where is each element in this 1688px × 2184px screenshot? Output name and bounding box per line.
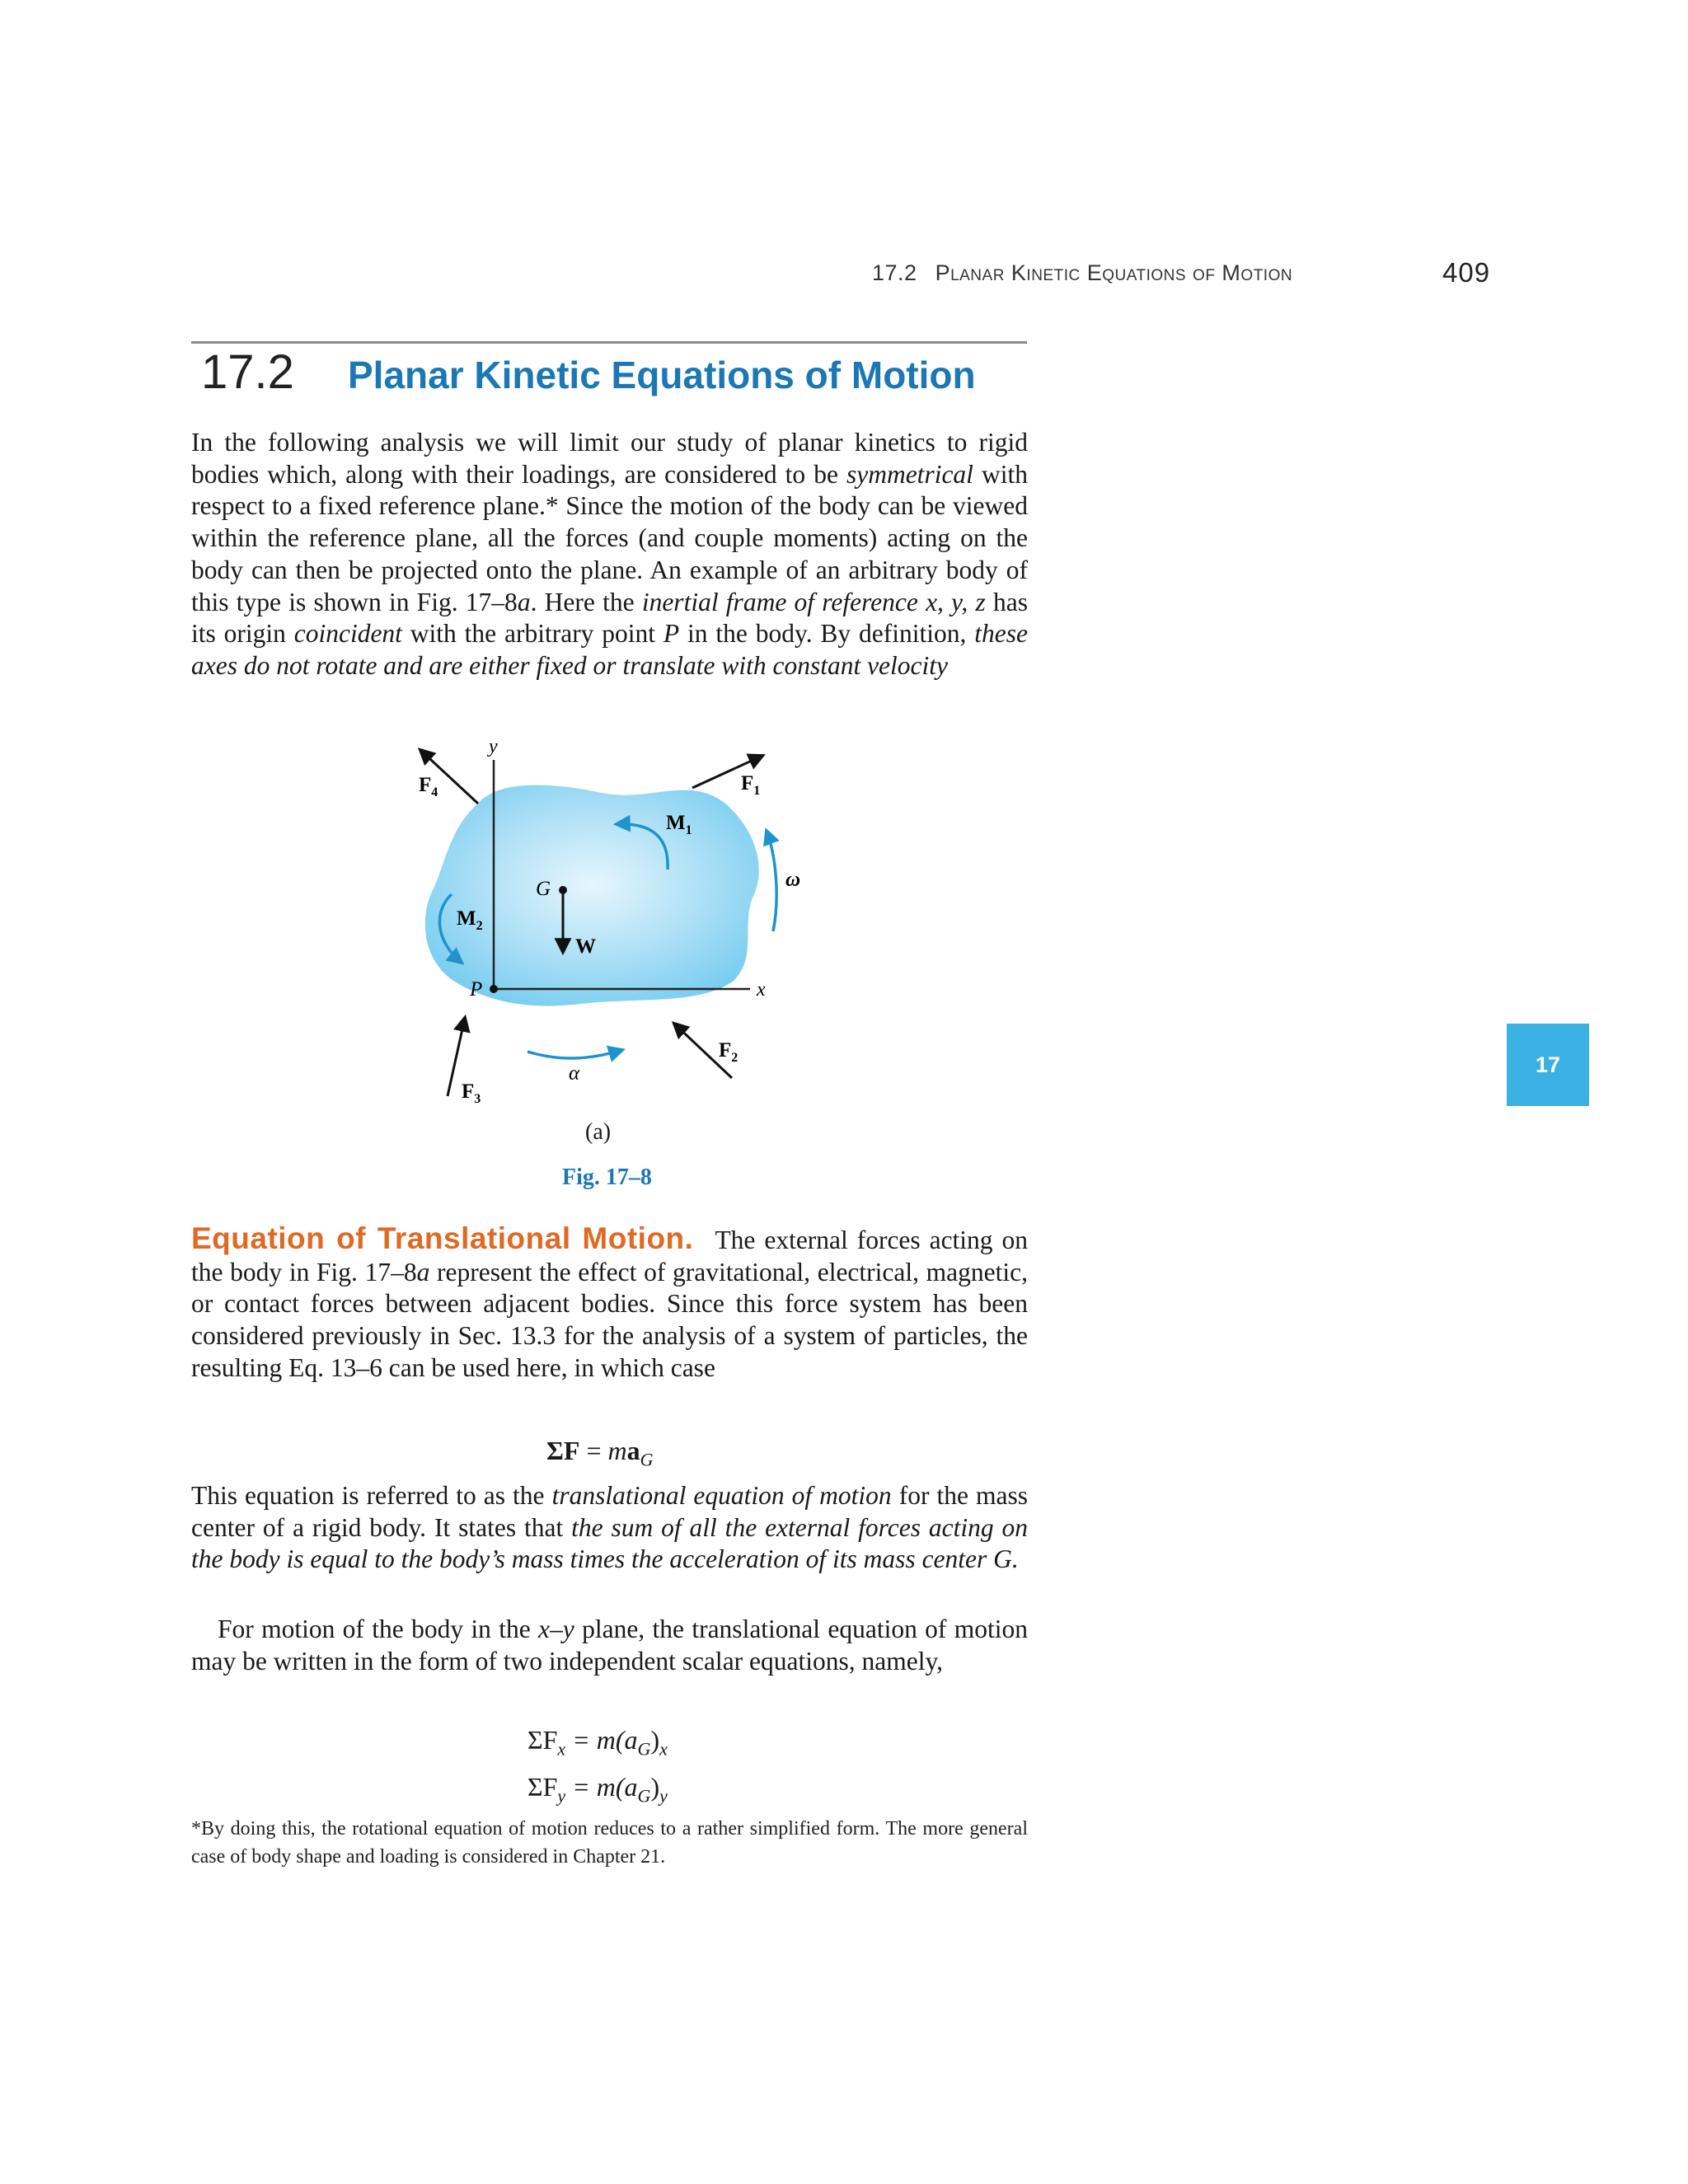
eq-rhs: = m(a bbox=[565, 1725, 638, 1755]
label-f4: $F_4$ bbox=[419, 774, 438, 799]
angular-acceleration-arrow bbox=[528, 1050, 622, 1058]
subsection-title: Equation of Translational Motion. bbox=[191, 1221, 694, 1255]
point-p bbox=[490, 985, 498, 993]
eq-subscript: G bbox=[640, 1449, 654, 1470]
equation-y-component bbox=[528, 1772, 668, 1807]
eq-lhs: ΣF bbox=[528, 1772, 558, 1802]
text-run-italic: coincident bbox=[293, 619, 402, 649]
text-run: in the body. By definition, bbox=[679, 619, 975, 649]
running-header-title: Planar Kinetic Equations of Motion bbox=[935, 260, 1293, 285]
chapter-tab[interactable]: 17 bbox=[1507, 1024, 1589, 1106]
eq-subscript: x bbox=[659, 1738, 668, 1760]
paragraph-translational bbox=[191, 1223, 1028, 1385]
footnote: *By doing this, the rotational equation of motion reduces to a rather simplified form. The more general case of body shape and loading is considered in Chapter 21. bbox=[191, 1818, 1028, 1868]
running-header bbox=[872, 260, 1292, 286]
text-run-italic: these axes do not rotate and are either fixed or translate with constant velocity bbox=[191, 619, 1028, 680]
label-x: x bbox=[757, 979, 766, 1001]
eq-subscript: x bbox=[557, 1738, 566, 1760]
text-run-italic: translational equation of motion bbox=[551, 1481, 892, 1510]
rigid-body-shape bbox=[425, 785, 759, 1006]
text-run: has its origin bbox=[191, 587, 1029, 649]
text-run-italic: a bbox=[416, 1257, 430, 1286]
eq-subscript: y bbox=[557, 1785, 566, 1807]
text-run: with respect to a fixed reference plane.* Since the motion of the body can be viewed within the reference plane, all the forces (and couple moments) acting on the body can then be projected onto the plane. An example of an arbitrary body of this type is shown in Fig. 17–8 bbox=[191, 459, 1028, 616]
figure-17-8-diagram bbox=[404, 733, 832, 1113]
eq-subscript: G bbox=[637, 1785, 651, 1807]
label-p: P bbox=[470, 978, 483, 1001]
equation-x-component bbox=[528, 1725, 668, 1760]
text-run: with the arbitrary point bbox=[401, 619, 663, 649]
text-run: For motion of the body in the bbox=[218, 1615, 539, 1643]
section-title: Planar Kinetic Equations of Motion bbox=[348, 354, 976, 396]
eq-lhs: ΣF bbox=[528, 1725, 558, 1755]
eq-lhs: ΣF bbox=[546, 1436, 580, 1465]
text-run-italic: x–y bbox=[538, 1615, 574, 1643]
label-f1: $F_1$ bbox=[741, 772, 761, 798]
eq-rhs: = m(a bbox=[565, 1772, 638, 1802]
angular-velocity-arrow bbox=[767, 831, 776, 931]
eq-subscript: G bbox=[637, 1738, 651, 1760]
paragraph-definition bbox=[191, 1480, 1028, 1576]
section-number: 17.2 bbox=[201, 345, 294, 399]
text-run: . Here the bbox=[530, 587, 642, 616]
text-run-italic: P bbox=[663, 619, 680, 649]
equation-translational bbox=[546, 1436, 654, 1470]
eq-acceleration: a bbox=[626, 1436, 640, 1465]
text-run-italic: symmetrical bbox=[846, 459, 973, 489]
figure-sublabel: (a) bbox=[585, 1119, 612, 1145]
eq-paren: ) bbox=[650, 1725, 660, 1755]
label-f3: $F_3$ bbox=[462, 1080, 481, 1106]
text-run: plane, the translational equation of motion may be written in the form of two independent scalar equations, namely, bbox=[191, 1615, 1028, 1675]
label-m2: $M_2$ bbox=[457, 907, 483, 933]
eq-paren: ) bbox=[650, 1772, 660, 1802]
section-rule bbox=[191, 341, 1027, 344]
eq-subscript: y bbox=[659, 1785, 668, 1807]
page-number: 409 bbox=[1442, 257, 1491, 288]
running-header-number: 17.2 bbox=[872, 260, 917, 285]
text-run: for the mass center of a rigid body. It states that bbox=[191, 1481, 1028, 1542]
eq-equals: = bbox=[579, 1436, 608, 1465]
text-run: The external forces acting on the body in Fig. 17–8 bbox=[191, 1226, 1028, 1286]
text-run-italic: the sum of all the external forces acting on the body is equal to the body’s mass times the acceleration of its mass center G. bbox=[191, 1512, 1029, 1574]
label-omega: ω bbox=[785, 869, 801, 891]
eq-mass: m bbox=[607, 1436, 627, 1465]
figure-caption: Fig. 17–8 bbox=[562, 1165, 652, 1190]
paragraph-intro bbox=[191, 427, 1028, 682]
text-run: This equation is referred to as the bbox=[191, 1481, 552, 1510]
label-g: G bbox=[536, 878, 551, 900]
paragraph-scalar bbox=[191, 1614, 1028, 1677]
label-f2: $F_2$ bbox=[719, 1039, 738, 1065]
text-run: represent the effect of gravitational, electrical, magnetic, or contact forces between adjacent bodies. Since this force system has been considered previously in Sec. 13.3 for the analysis of a system of particles, the resulting Eq. 13–6 can be used here, in which case bbox=[191, 1257, 1028, 1382]
label-alpha: α bbox=[569, 1062, 580, 1085]
label-w: W bbox=[575, 935, 596, 958]
text-run-italic: inertial frame of reference x, y, z bbox=[641, 587, 986, 616]
text-run: In the following analysis we will limit our study of planar kinetics to rigid bodies which, along with their loadings, are considered to be bbox=[191, 428, 1028, 489]
label-m1: $M_1$ bbox=[666, 812, 692, 837]
text-run-italic: a bbox=[517, 587, 531, 616]
label-y: y bbox=[489, 736, 498, 757]
